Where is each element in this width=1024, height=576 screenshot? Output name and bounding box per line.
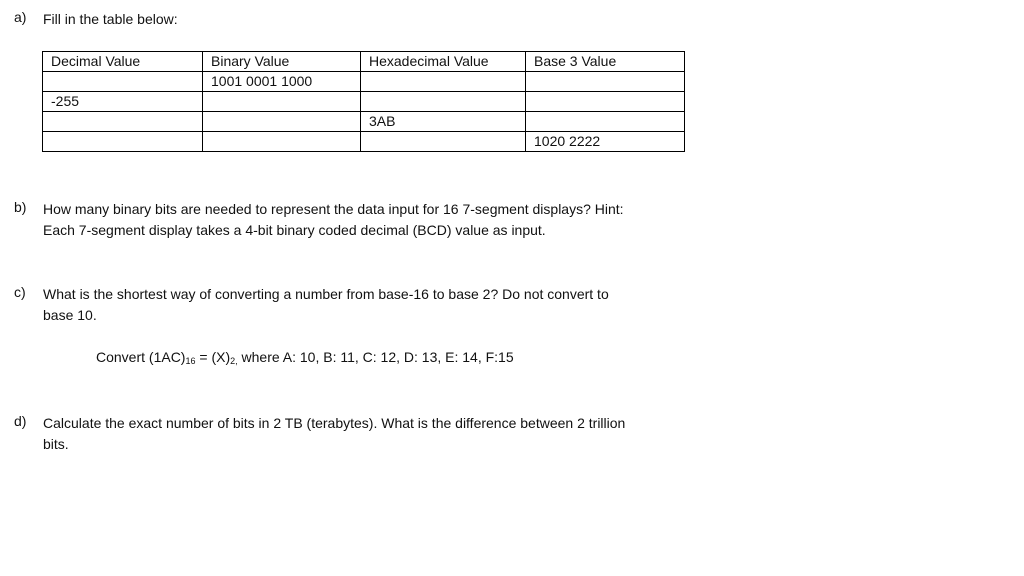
table-cell[interactable]: 3AB [361,112,526,132]
part-d-label: d) [14,413,27,429]
table-row [43,132,685,152]
convert-suffix: where A: 10, B: 11, C: 12, D: 13, E: 14, F:15 [237,349,514,365]
part-b-label: b) [14,199,27,215]
part-c-line-2: base 10. [43,307,97,323]
convert-base-2: 2, [230,356,238,366]
header-binary: Binary Value [203,52,361,72]
table-row [43,112,685,132]
convert-expression [96,349,514,365]
part-b-line-2: Each 7-segment display takes a 4-bit binary coded decimal (BCD) value as input. [43,222,546,238]
table-cell[interactable] [43,72,203,92]
table-cell[interactable] [526,72,685,92]
table-cell[interactable] [361,92,526,112]
part-d-line-1: Calculate the exact number of bits in 2 TB (terabytes). What is the difference between 2 trillion [43,415,626,431]
table-cell[interactable] [361,72,526,92]
part-a-label: a) [14,9,27,25]
header-base3: Base 3 Value [526,52,685,72]
table-header-row [43,52,685,72]
table-cell[interactable] [526,92,685,112]
header-hexadecimal: Hexadecimal Value [361,52,526,72]
part-b-question [43,199,624,241]
table-cell[interactable] [43,112,203,132]
part-a-question: Fill in the table below: [43,11,178,27]
table-cell[interactable] [361,132,526,152]
part-c-question [43,284,609,326]
convert-prefix: Convert (1AC) [96,349,186,365]
part-d-line-2: bits. [43,436,69,452]
convert-base-16: 16 [185,356,196,366]
table-cell[interactable] [43,132,203,152]
table-cell[interactable] [203,92,361,112]
convert-middle: = (X) [195,349,231,365]
header-decimal: Decimal Value [43,52,203,72]
table-cell[interactable] [203,132,361,152]
part-c-label: c) [14,284,26,300]
table-cell[interactable]: 1020 2222 [526,132,685,152]
part-d-question [43,413,625,455]
part-b-line-1: How many binary bits are needed to represent the data input for 16 7-segment displays? Hint: [43,201,624,217]
part-c-line-1: What is the shortest way of converting a number from base-16 to base 2? Do not convert to [43,286,609,302]
table-cell[interactable] [526,112,685,132]
table-row [43,72,685,92]
table-cell[interactable]: -255 [43,92,203,112]
table-cell[interactable]: 1001 0001 1000 [203,72,361,92]
table-row [43,92,685,112]
table-cell[interactable] [203,112,361,132]
conversion-table [42,51,685,152]
